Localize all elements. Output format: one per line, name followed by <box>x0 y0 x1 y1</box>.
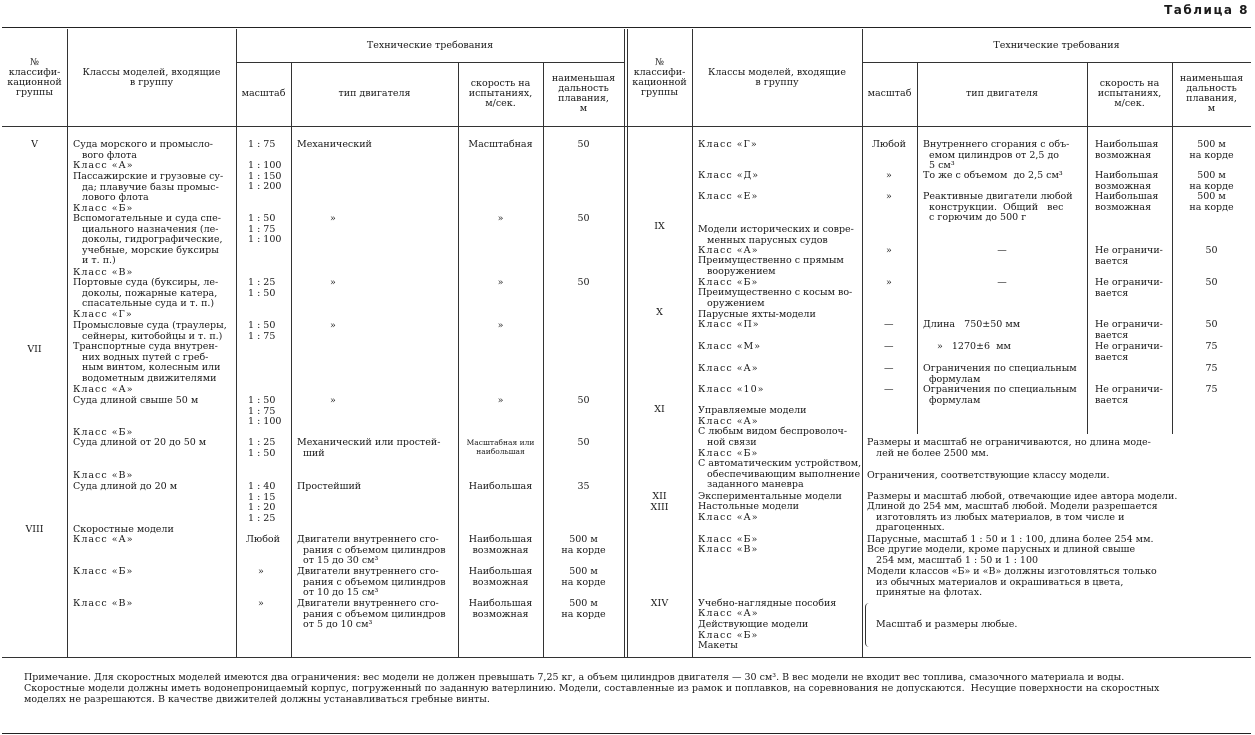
speed-value: » <box>497 320 504 331</box>
range-value: 50 <box>577 139 590 150</box>
table-number: Таблица 8 <box>1164 3 1249 17</box>
model-class: Управляемые модели <box>698 405 807 416</box>
class-label: Класс «Б» <box>73 427 134 438</box>
engine-type: » <box>330 213 336 224</box>
speed-value: Наибольшая возможная <box>1095 170 1159 192</box>
speed-value: » <box>497 213 504 224</box>
scale-value: » <box>886 191 892 202</box>
header-scale: масштаб <box>241 88 286 99</box>
range-value: 500 м на корде <box>1189 191 1234 213</box>
scale-value: 1 : 50 1 : 75 1 : 100 <box>248 213 282 246</box>
class-label: Класс «Д» <box>698 170 760 181</box>
range-value: 500 м на корде <box>1189 170 1234 192</box>
engine-type: » 1270±6 мм <box>937 341 1011 352</box>
model-class: Экспериментальные модели <box>698 491 842 502</box>
merged-requirement: Размеры и масштаб не ограничиваются, но длина моде- лей не более 2500 мм. <box>867 437 1151 459</box>
range-value: 500 м на корде <box>561 598 606 620</box>
speed-value: Не ограничи- вается <box>1095 384 1163 406</box>
range-value: 50 <box>1205 319 1218 330</box>
group-number: VIII <box>25 524 44 535</box>
engine-type: — <box>997 245 1007 256</box>
class-label: Класс «10» <box>698 384 765 395</box>
class-label: Класс «А» <box>73 160 134 171</box>
scale-value: — <box>884 341 894 352</box>
class-label: Класс «В» <box>698 544 759 555</box>
model-class: Суда длиной от 20 до 50 м <box>73 437 207 448</box>
header-tech: Технические требования <box>366 39 494 51</box>
merged-requirement: Парусные, масштаб 1 : 50 и 1 : 100, длина более 254 мм. <box>867 534 1154 545</box>
engine-type: » <box>330 277 336 288</box>
speed-value: Не ограничи- вается <box>1095 277 1163 299</box>
model-class: Пассажирские и грузовые су- да; плавучие базы промыс- лового флота <box>73 171 224 204</box>
class-label: Класс «Г» <box>698 139 758 150</box>
speed-value: Наибольшая возможная <box>468 598 533 620</box>
scale-value: — <box>884 363 894 374</box>
model-class: С любым видом беспроволоч- ной связи <box>698 426 848 448</box>
class-label: Класс «В» <box>73 267 134 278</box>
header-classes: Классы моделей, входящие в группу <box>82 66 221 88</box>
scale-value: — <box>884 384 894 395</box>
engine-type: Ограничения по специальным формулам <box>923 363 1077 385</box>
engine-type: Реактивные двигатели любой конструкции. Общий вес с горючим до 500 г <box>923 191 1073 224</box>
model-class: С автоматическим устройством, обеспечивающим выполнение заданного маневра <box>698 458 862 491</box>
header-group-number: № классифи- кационной группы <box>632 56 687 98</box>
range-value: 75 <box>1205 341 1218 352</box>
model-class: Суда морского и промысло- вого флота <box>73 139 213 161</box>
model-class: Транспортные суда внутрен- них водных путей с греб- ным винтом, колесным или водометным движителями <box>73 341 221 384</box>
range-value: 50 <box>1205 245 1218 256</box>
model-class: Настольные модели <box>698 501 799 512</box>
header-speed: скорость на испытаниях, м/сек. <box>468 78 533 109</box>
header-engine: тип двигателя <box>338 88 411 99</box>
scale-value: 1 : 25 1 : 50 <box>248 437 276 459</box>
engine-type: Механический или простей- ший <box>297 437 441 459</box>
model-class: Учебно-наглядные пособия <box>698 598 837 609</box>
model-class: Макеты <box>698 640 738 651</box>
group-brace <box>865 603 872 647</box>
scale-value: 1 : 100 1 : 150 1 : 200 <box>248 160 282 193</box>
speed-value: » <box>497 395 504 406</box>
speed-value: Наибольшая возможная <box>1095 191 1159 213</box>
model-class: Портовые суда (буксиры, ле- доколы, пожарные катера, спасательные суда и т. п.) <box>73 277 219 310</box>
range-value: 500 м на корде <box>1189 139 1234 161</box>
class-label: Класс «Б» <box>698 448 759 459</box>
group-number: XII XIII <box>650 491 669 513</box>
group-number: VII <box>27 344 42 355</box>
range-value: 50 <box>577 213 590 224</box>
speed-value: Не ограничи- вается <box>1095 319 1163 341</box>
engine-type: Двигатели внутреннего сго- рания с объемом цилиндров от 10 до 15 см³ <box>297 566 446 599</box>
model-class: Суда длиной до 20 м <box>73 481 178 492</box>
speed-value: Не ограничи- вается <box>1095 245 1163 267</box>
header-scale: масштаб <box>867 88 912 99</box>
class-label: Класс «Б» <box>698 277 759 288</box>
model-class: Действующие модели <box>698 619 809 630</box>
class-label: Класс «Б» <box>698 630 759 641</box>
range-value: 500 м на корде <box>561 566 606 588</box>
scale-value: » <box>886 277 892 288</box>
range-value: 75 <box>1205 384 1218 395</box>
header-group-number: № классифи- кационной группы <box>7 56 62 98</box>
class-label: Класс «А» <box>73 384 134 395</box>
scale-value: 1 : 40 1 : 15 1 : 20 1 : 25 <box>248 481 276 524</box>
merged-requirement: Модели классов «Б» и «В» должны изготовляться только из обычных материалов и окрашиваться в цвета, принятые на флотах. <box>867 566 1157 599</box>
col-line <box>624 29 625 657</box>
model-class: Вспомогательные и суда спе- циального назначения (ле- доколы, гидрографические, учебные, морские буксиры и т. п.) <box>73 213 223 267</box>
class-label: Класс «Б» <box>698 534 759 545</box>
class-label: Класс «В» <box>73 598 134 609</box>
engine-type: Двигатели внутреннего сго- рания с объемом цилиндров от 5 до 10 см³ <box>297 598 446 631</box>
model-class: Парусные яхты-модели <box>698 309 816 320</box>
group-number: V <box>31 139 38 150</box>
class-label: Класс «Б» <box>73 203 134 214</box>
scale-value: » <box>886 170 892 181</box>
speed-value: Масштабная или наибольшая <box>466 438 535 456</box>
header-tech: Технические требования <box>993 39 1120 51</box>
table-note: Примечание. Для скоростных моделей имеются два ограничения: вес модели не должен превышать 7,25 кг, а объем цилиндров двигателя — 30 см³. В вес модели не входит вес топлива, смазочного материала и воды. Скоростные модели должны иметь водонепроницаемый корпус, погруженный по заданную ватерлинию. Модели, составленные из рамок и поплавков, на соревнования не допускаются. Несущие поверхности на скоростных моделях не разрешаются. В качестве движителей должны устанавливаться гребные винты. <box>24 672 1160 705</box>
class-label: Класс «А» <box>698 416 759 427</box>
group-number: X <box>656 307 663 318</box>
model-class: Преимущественно с прямым вооружением <box>698 255 844 277</box>
speed-value: Наибольшая <box>468 481 533 492</box>
class-label: Класс «Е» <box>698 191 759 202</box>
class-label: Класс «А» <box>698 245 759 256</box>
engine-type: Простейший <box>297 481 362 492</box>
scale-value: 1 : 50 1 : 75 1 : 100 <box>248 395 282 428</box>
class-label: Класс «П» <box>698 319 760 330</box>
model-class: Суда длиной свыше 50 м <box>73 395 199 406</box>
header-bottom-line <box>2 126 1251 127</box>
scale-value: 1 : 50 1 : 75 <box>248 320 276 342</box>
col-line <box>291 62 292 657</box>
header-range: наименьшая дальность плавания, м <box>1179 73 1244 114</box>
range-value: 50 <box>1205 277 1218 288</box>
engine-type: Ограничения по специальным формулам <box>923 384 1077 406</box>
body-bottom-line <box>2 657 1251 658</box>
engine-type: Механический <box>297 139 372 150</box>
speed-value: Наибольшая возможная <box>1095 139 1159 161</box>
merged-requirement: Размеры и масштаб любой, отвечающие идее автора модели. <box>867 491 1178 502</box>
speed-value: Не ограничи- вается <box>1095 341 1163 363</box>
merged-requirement: Ограничения, соответствующие классу модели. <box>867 470 1110 481</box>
engine-type: Внутреннего сгорания с объ- емом цилиндров от 2,5 до 5 см³ <box>923 139 1070 172</box>
class-label: Класс «А» <box>698 608 759 619</box>
scale-value: 1 : 75 <box>248 139 276 150</box>
header-classes: Классы моделей, входящие в группу <box>708 66 846 88</box>
class-label: Класс «А» <box>698 512 759 523</box>
scale-value: » <box>258 566 264 577</box>
scale-value: 1 : 25 1 : 50 <box>248 277 276 299</box>
range-value: 50 <box>577 395 590 406</box>
class-label: Класс «В» <box>73 470 134 481</box>
class-label: Класс «А» <box>698 363 759 374</box>
model-class: Промысловые суда (траулеры, сейнеры, китобойцы и т. п.) <box>73 320 227 342</box>
class-label: Класс «А» <box>73 534 134 545</box>
class-label: Класс «Б» <box>73 566 134 577</box>
model-class: Модели исторических и совре- менных парусных судов <box>698 224 854 246</box>
model-class: Преимущественно с косым во- оружением <box>698 287 853 309</box>
merged-requirement: Масштаб и размеры любые. <box>876 619 1018 630</box>
scale-value: » <box>258 598 264 609</box>
range-value: 75 <box>1205 363 1218 374</box>
group-number: IX <box>654 221 665 232</box>
scale-value: Любой <box>246 534 280 545</box>
speed-value: Наибольшая возможная <box>468 534 533 556</box>
scale-value: » <box>886 245 892 256</box>
model-class: Скоростные модели <box>73 524 174 535</box>
engine-type: Длина 750±50 мм <box>923 319 1021 330</box>
merged-requirement: Все другие модели, кроме парусных и длиной свыше 254 мм, масштаб 1 : 50 и 1 : 100 <box>867 544 1136 566</box>
range-value: 35 <box>577 481 590 492</box>
range-value: 50 <box>577 437 590 448</box>
engine-type: То же с объемом до 2,5 см³ <box>923 170 1063 181</box>
header-speed: скорость на испытаниях, м/сек. <box>1097 78 1162 109</box>
class-label: Класс «Г» <box>73 309 133 320</box>
class-label: Класс «М» <box>698 341 762 352</box>
engine-type: » <box>330 320 336 331</box>
header-range: наименьшая дальность плавания, м <box>551 73 616 114</box>
header-engine: тип двигателя <box>965 88 1038 99</box>
engine-type: Двигатели внутреннего сго- рания с объемом цилиндров от 15 до 30 см³ <box>297 534 446 567</box>
speed-value: Наибольшая возможная <box>468 566 533 588</box>
group-number: XI <box>654 404 665 415</box>
merged-requirement: Длиной до 254 мм, масштаб любой. Модели разрешается изготовлять из любых материалов, в том числе и драгоценных. <box>867 501 1158 534</box>
scale-value: — <box>884 319 894 330</box>
scale-value: Любой <box>872 139 906 150</box>
speed-value: Масштабная <box>468 139 533 150</box>
range-value: 50 <box>577 277 590 288</box>
range-value: 500 м на корде <box>561 534 606 556</box>
engine-type: » <box>330 395 336 406</box>
engine-type: — <box>997 277 1007 288</box>
speed-value: » <box>497 277 504 288</box>
group-number: XIV <box>650 598 669 609</box>
